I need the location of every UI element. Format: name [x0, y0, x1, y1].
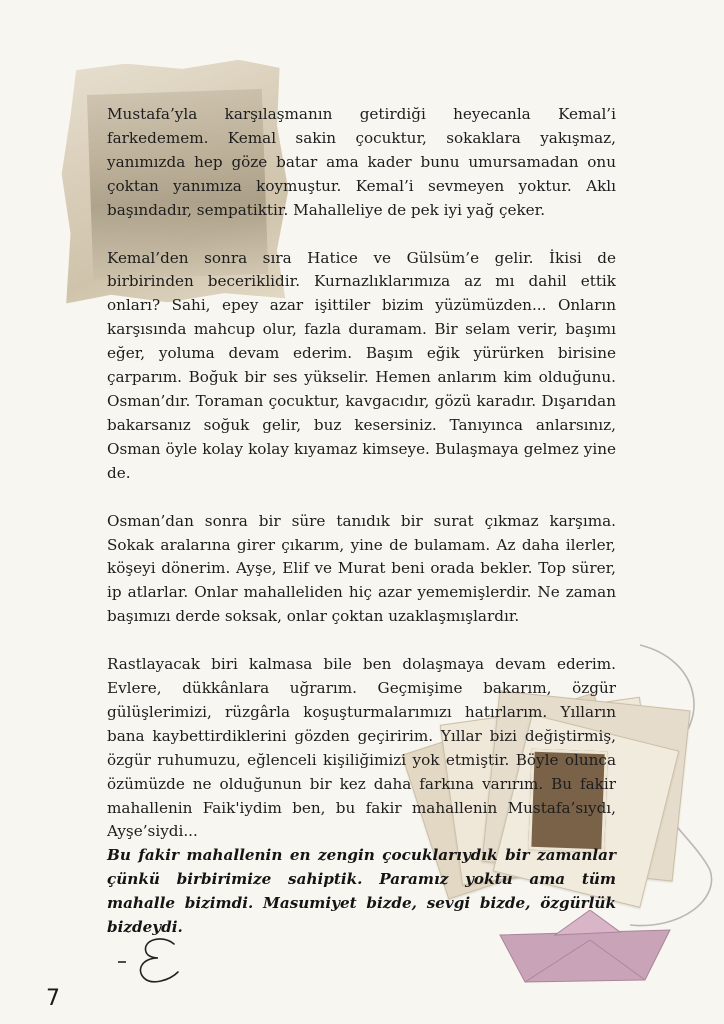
- closing-statement: Bu fakir mahallenin en zengin çocuklarıydık bir zamanlar çünkü birbirimize sahiptik. Paramız yoktu ama tüm mahalle bizimdi. Masumiyet bizde, sevgi bizde, özgürlük bizdeydi.: [107, 846, 616, 936]
- paragraph: Mustafa’yla karşılaşmanın getirdiği heyecanla Kemal’i farkedemem. Kemal sakin çocuktur, sokaklara yakışmaz, yanımızda hep göze batar ama kader bunu umursamadan onu çoktan yanımıza koymuştur. Kemal’i sevmeyen yoktur. Aklı başındadır, sempatiktir. Mahalleliye de pek iyi yağ çeker.: [107, 105, 616, 219]
- page-number: 7: [46, 986, 60, 1011]
- paragraph: Kemal’den sonra sıra Hatice ve Gülsüm’e gelir. İkisi de birbirinden beceriklidir. Kurnazlıklarımıza az mı dahil ettik onları? Sahi, epey azar işittiler bizim yüzümüzden... Onların karşısında mahcup olur, fazla duramam. Bir selam verir, başımı eğer, yoluma devam ederim. Başım eğik yürürken birisine çarparım. Boğuk bir ses yükselir. Hemen anlarım kim olduğunu. Osman’dır. Toraman çocuktur, kavgacıdır, gözü karadır. Dışarıdan bakarsanız soğuk gelir, buz kesersiniz. Tanıyınca anlarsınız, Osman öyle kolay kolay kıyamaz kimseye. Bulaşmaya gelmez yine de.: [107, 248, 616, 482]
- body-text: [107, 103, 616, 844]
- paragraph: Rastlayacak biri kalmasa bile ben dolaşmaya devam ederim. Evlere, dükkânlara uğrarım. Geçmişime bakarım, özgür gülüşlerimizi, rüzgârla koşuşturmalarımızı hatırlarım. Yılların bana kaybettirdiklerini gözden geçiririm. Yıllar bizi değiştirmiş, özgür ruhumuzu, eğlenceli kişiliğimizi yok etmiştir. Böyle olunca özümüzde ne olduğunun bir kez daha farkına varırım. Bu fakir mahallenin Faik'iydim ben, bu fakir mahallenin Mustafa’sıydı, Ayşe’siydi...: [107, 655, 616, 841]
- signature-icon: [112, 932, 202, 992]
- paragraph: Osman’dan sonra bir süre tanıdık bir surat çıkmaz karşıma. Sokak aralarına girer çıkarım, yine de bulamam. Az daha ilerler, köşeyi dönerim. Ayşe, Elif ve Murat beni orada bekler. Top sürer, ip atlarlar. Onlar mahalleliden hiç azar yememişlerdir. Ne zaman başımızı derde soksak, onlar çoktan uzaklaşmışlardır.: [107, 511, 616, 626]
